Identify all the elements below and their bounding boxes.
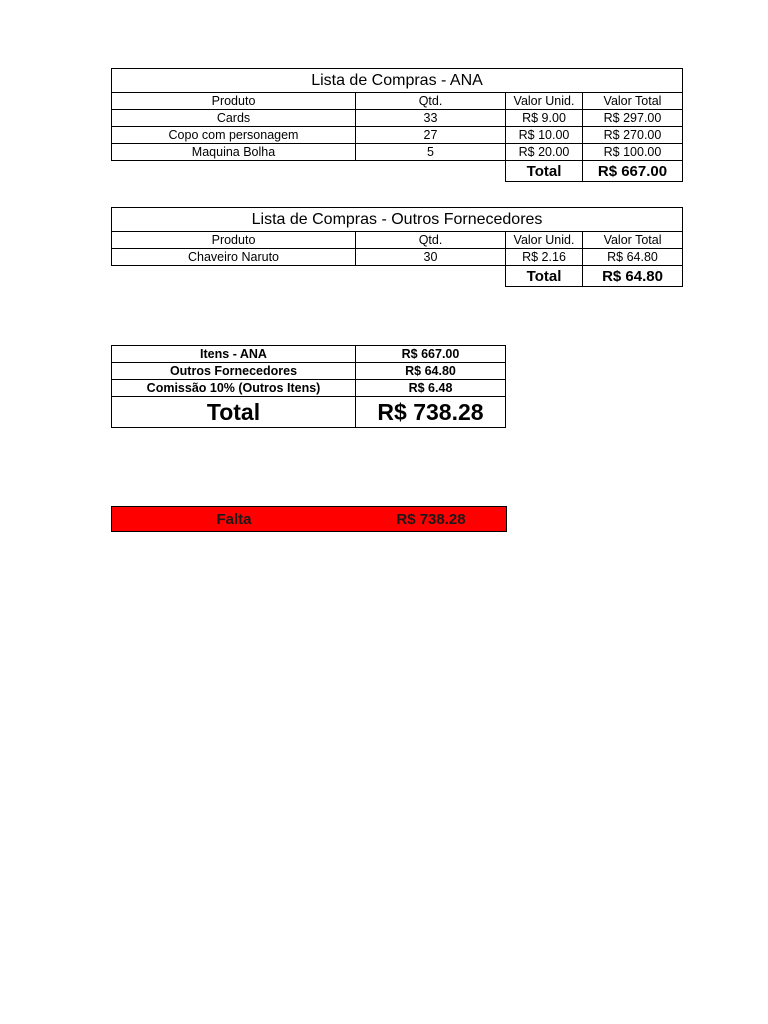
summary-row (112, 346, 506, 363)
cell-valor-total: R$ 100.00 (583, 144, 683, 161)
table-row (112, 249, 683, 266)
falta-value: R$ 738.28 (396, 511, 466, 528)
outros-table-title: Lista de Compras - Outros Fornecedores (112, 208, 683, 232)
summary-value: R$ 667.00 (356, 346, 506, 363)
summary-total-label: Total (112, 397, 356, 428)
ana-total-value: R$ 667.00 (583, 161, 683, 182)
summary-label: Comissão 10% (Outros Itens) (112, 380, 356, 397)
cell-produto: Maquina Bolha (112, 144, 356, 161)
cell-valor-total: R$ 64.80 (583, 249, 683, 266)
outros-total-label: Total (506, 266, 583, 287)
summary-table (111, 345, 506, 428)
cell-valor-unid: R$ 20.00 (506, 144, 583, 161)
cell-produto: Chaveiro Naruto (112, 249, 356, 266)
header-qtd: Qtd. (356, 93, 506, 110)
header-valor-unid: Valor Unid. (506, 93, 583, 110)
table-row (112, 110, 683, 127)
ana-shopping-table (111, 68, 683, 182)
summary-row (112, 363, 506, 380)
spacer (112, 266, 506, 287)
header-produto: Produto (112, 232, 356, 249)
summary-label: Outros Fornecedores (112, 363, 356, 380)
summary-value: R$ 6.48 (356, 380, 506, 397)
header-valor-unid: Valor Unid. (506, 232, 583, 249)
cell-qtd: 30 (356, 249, 506, 266)
header-valor-total: Valor Total (583, 232, 683, 249)
cell-qtd: 5 (356, 144, 506, 161)
cell-valor-unid: R$ 9.00 (506, 110, 583, 127)
spacer (112, 161, 506, 182)
cell-qtd: 33 (356, 110, 506, 127)
summary-label: Itens - ANA (112, 346, 356, 363)
ana-total-label: Total (506, 161, 583, 182)
header-valor-total: Valor Total (583, 93, 683, 110)
summary-total-value: R$ 738.28 (356, 397, 506, 428)
outros-shopping-table (111, 207, 683, 287)
header-qtd: Qtd. (356, 232, 506, 249)
cell-valor-unid: R$ 2.16 (506, 249, 583, 266)
table-row (112, 144, 683, 161)
cell-produto: Cards (112, 110, 356, 127)
summary-row (112, 380, 506, 397)
header-produto: Produto (112, 93, 356, 110)
cell-valor-total: R$ 297.00 (583, 110, 683, 127)
ana-table-title: Lista de Compras - ANA (112, 69, 683, 93)
summary-value: R$ 64.80 (356, 363, 506, 380)
falta-label: Falta (216, 511, 252, 528)
table-row (112, 127, 683, 144)
cell-produto: Copo com personagem (112, 127, 356, 144)
cell-valor-total: R$ 270.00 (583, 127, 683, 144)
outros-total-value: R$ 64.80 (583, 266, 683, 287)
cell-qtd: 27 (356, 127, 506, 144)
falta-bar (111, 506, 507, 532)
cell-valor-unid: R$ 10.00 (506, 127, 583, 144)
